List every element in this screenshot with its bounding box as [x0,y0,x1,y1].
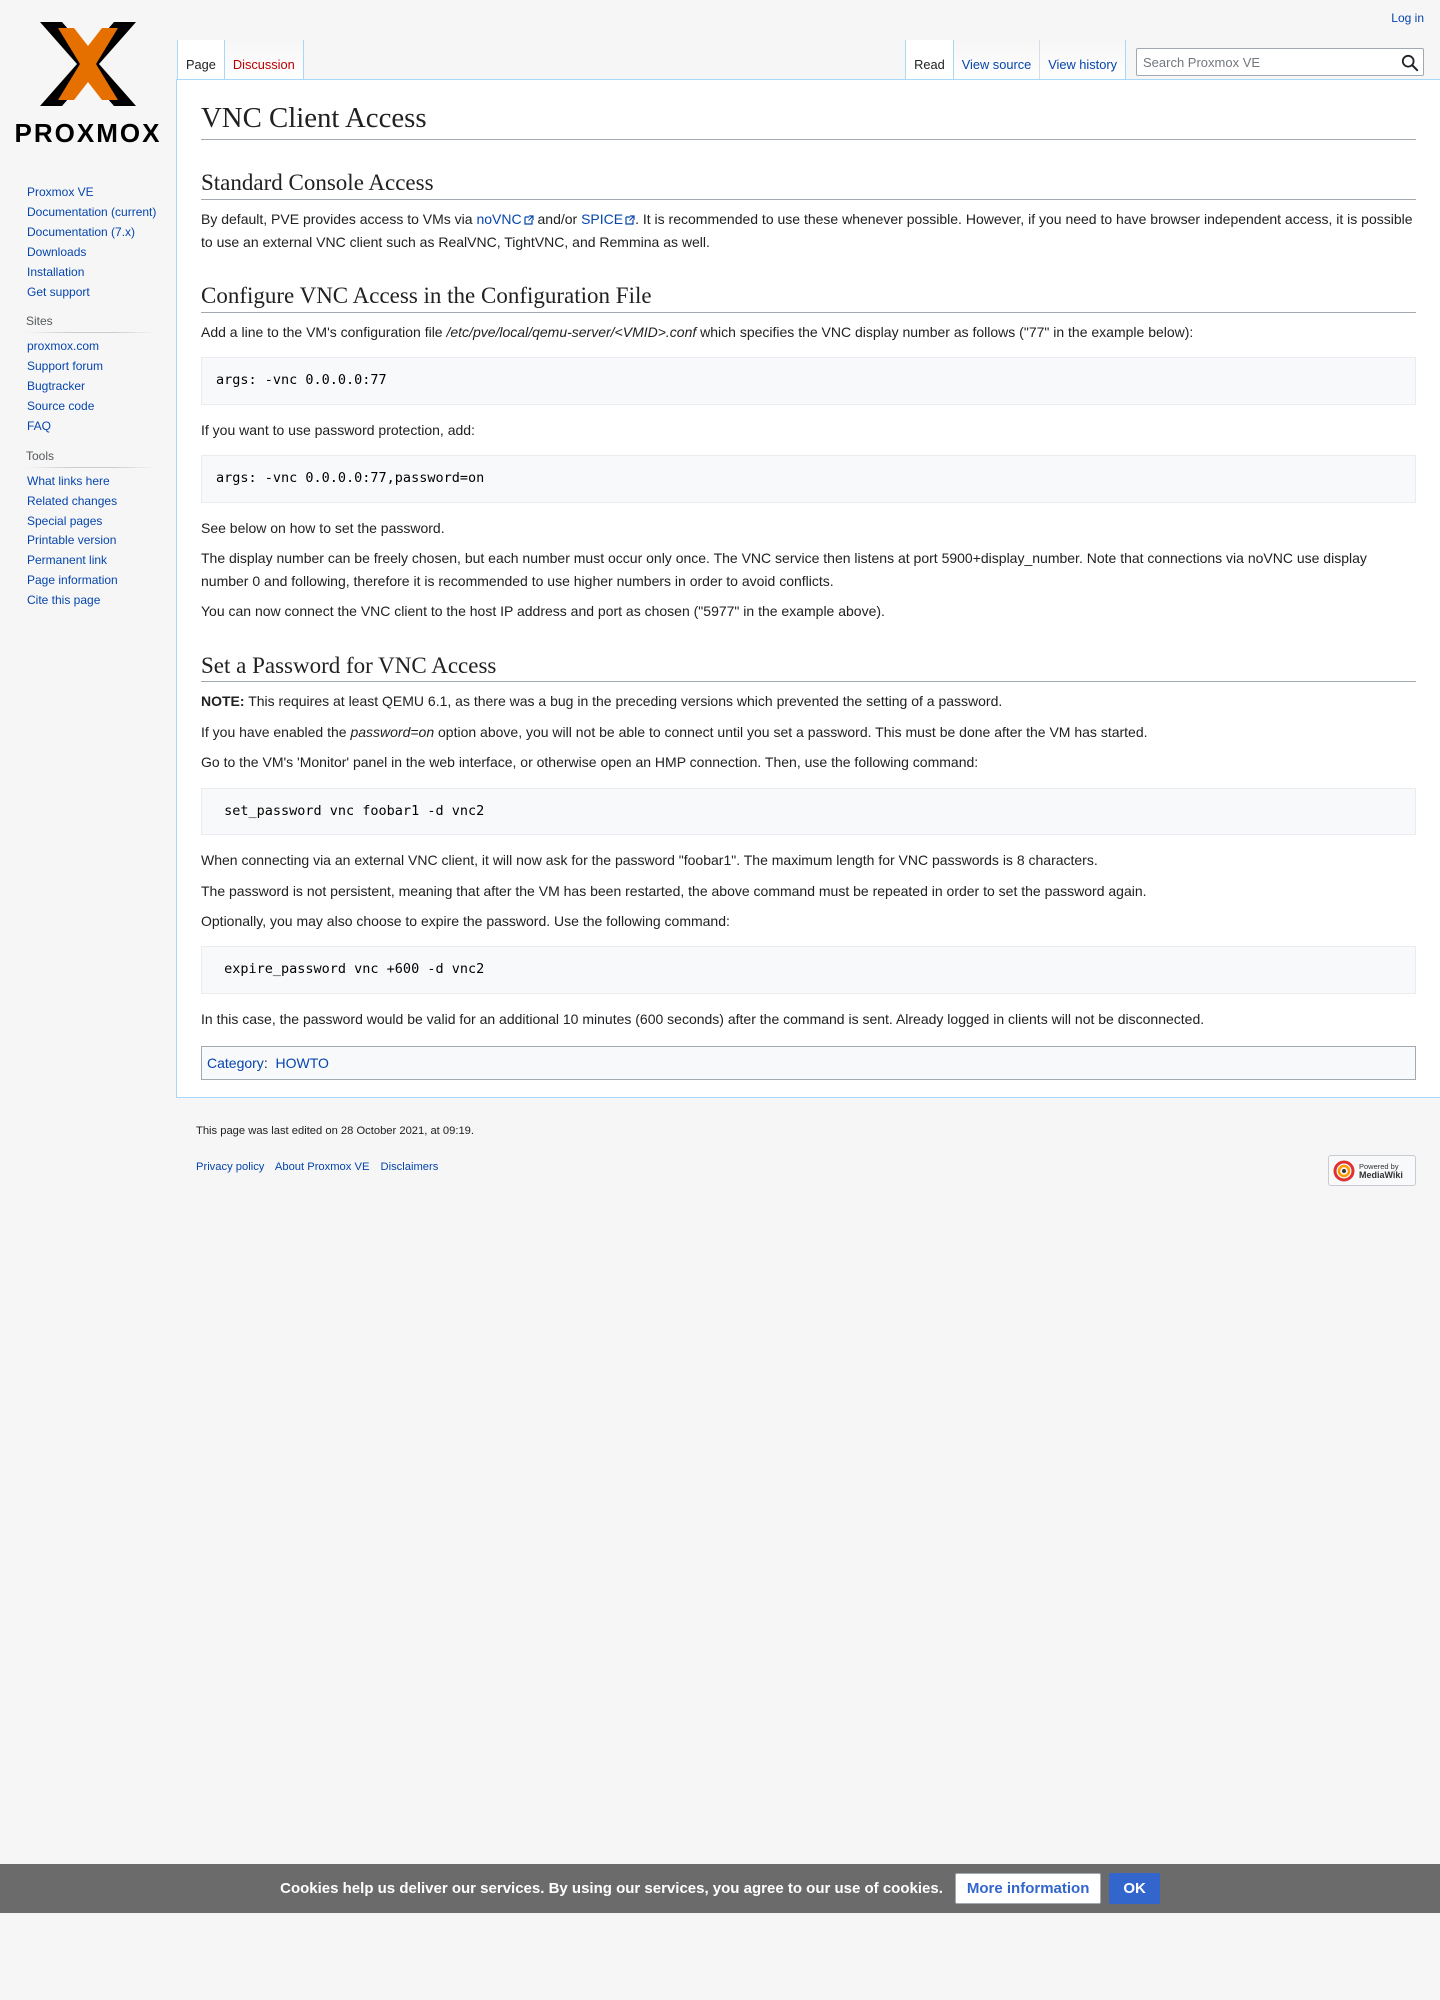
paragraph: Optionally, you may also choose to expire the password. Use the following command: [201,913,730,930]
namespace-tabs [177,40,304,80]
sidebar-item-documentation-7x[interactable]: Documentation (7.x) [27,224,136,239]
paragraph: You can now connect the VNC client to the host IP address and port as chosen ("5977" in the example above). [201,603,885,620]
sidebar-item-faq[interactable]: FAQ [27,418,52,433]
sidebar-item-permanent-link[interactable]: Permanent link [27,553,108,568]
privacy-policy-link[interactable]: Privacy policy [196,1161,265,1173]
paragraph: The password is not persistent, meaning that after the VM has been restarted, the above command must be repeated in order to set the password again. [201,882,1147,899]
sidebar-item-bugtracker[interactable]: Bugtracker [27,379,86,394]
cookie-message: Cookies help us deliver our services. By using our services, you agree to our use of cookies. [280,1880,943,1897]
sidebar-item-installation[interactable]: Installation [27,264,85,279]
novnc-link[interactable]: noVNC [476,211,522,228]
sidebar-item-downloads[interactable]: Downloads [27,244,87,259]
sidebar-item-cite-this-page[interactable]: Cite this page [27,593,101,608]
section-heading-configure-vnc: Configure VNC Access in the Configuration File [201,281,1416,313]
more-information-button[interactable]: More information [955,1873,1102,1904]
search-input[interactable] [1137,49,1387,75]
proxmox-x-icon [0,0,176,160]
logo-text: PROXMOX [14,118,162,148]
category-label-link[interactable]: Category [207,1055,264,1072]
search-icon[interactable] [1401,54,1419,72]
sidebar-item-support-forum[interactable]: Support forum [27,359,104,374]
tab-view-source[interactable]: View source [954,40,1040,80]
sidebar-item-documentation-current[interactable]: Documentation (current) [27,205,157,220]
about-link[interactable]: About Proxmox VE [274,1161,370,1173]
external-link-icon [625,215,635,225]
sidebar-item-source-code[interactable]: Source code [27,399,95,414]
tab-page[interactable]: Page [177,40,225,80]
paragraph: NOTE: This requires at least QEMU 6.1, as there was a bug in the preceding versions which prevented the setting of a password. [201,693,1003,710]
sidebar-sites [27,314,176,436]
note-label: NOTE: [201,693,245,710]
paragraph: When connecting via an external VNC client, it will now ask for the password "foobar1". The maximum length for VNC passwords is 8 characters. [201,852,1098,869]
login-link[interactable]: Log in [1391,11,1424,25]
powered-line2: MediaWiki [1359,1169,1403,1180]
personal-tools [1391,11,1424,25]
powered-by-mediawiki-badge[interactable] [1328,1155,1416,1186]
ok-button[interactable]: OK [1109,1873,1160,1904]
footer-links [196,1161,1420,1173]
sidebar-item-printable-version[interactable]: Printable version [27,533,117,548]
sites-heading: Sites [26,314,156,333]
section-heading-standard-console: Standard Console Access [201,168,1416,200]
config-path: /etc/pve/local/qemu-server/<VMID>.conf [446,324,697,341]
sidebar-item-related-changes[interactable]: Related changes [27,493,118,508]
sidebar-item-proxmox-ve[interactable]: Proxmox VE [27,185,94,200]
code-block: args: -vnc 0.0.0.0:77,password=on [201,455,1416,503]
sidebar-item-page-information[interactable]: Page information [27,573,118,588]
tab-discussion[interactable]: Discussion [225,40,304,80]
paragraph: In this case, the password would be valid for an additional 10 minutes (600 seconds) after the command is sent. Already logged in clients will not be disconnected. [201,1010,1205,1027]
sidebar-item-get-support[interactable]: Get support [27,284,90,299]
disclaimers-link[interactable]: Disclaimers [380,1161,439,1173]
external-link-icon [524,215,534,225]
section-heading-set-password: Set a Password for VNC Access [201,651,1416,683]
paragraph: If you want to use password protection, add: [201,421,475,438]
paragraph: If you have enabled the password=on option above, you will not be able to connect until you set a password. This must be done after the VM has started. [201,723,1148,740]
code-block: expire_password vnc +600 -d vnc2 [201,946,1416,994]
sidebar-item-what-links-here[interactable]: What links here [27,473,110,488]
view-tabs [905,40,1126,80]
spice-link[interactable]: SPICE [581,211,624,228]
category-howto-link[interactable]: HOWTO [275,1055,329,1072]
tab-view-history[interactable]: View history [1040,40,1126,80]
paragraph: The display number can be freely chosen, but each number must occur only once. The VNC service then listens at port 5900+display_number. Note that connections via noVNC use display number 0 and following, therefore it is recommended to use higher numbers in order to avoid conflicts. [201,550,1367,589]
proxmox-logo[interactable] [0,0,176,160]
sidebar-item-special-pages[interactable]: Special pages [27,513,103,528]
page-title: VNC Client Access [201,100,1416,140]
main-content [176,79,1440,1098]
code-block: set_password vnc foobar1 -d vnc2 [201,788,1416,836]
sidebar-item-proxmox-com[interactable]: proxmox.com [27,339,100,354]
code-block: args: -vnc 0.0.0.0:77 [201,357,1416,405]
tools-heading: Tools [26,449,156,468]
cookie-banner [0,1864,1440,1913]
sidebar-tools [27,449,176,611]
footer [196,1125,1420,1180]
sidebar-navigation [27,183,176,302]
paragraph: By default, PVE provides access to VMs via noVNC and/or SPICE . It is recommended to use these whenever possible. However, if you need to have browser independent access, it is possible to use an external VNC client such as RealVNC, TightVNC, and Remmina as well. [201,211,1413,250]
sidebar [0,183,176,623]
mediawiki-flower-icon [1333,1160,1355,1182]
paragraph: Go to the VM's 'Monitor' panel in the web interface, or otherwise open an HMP connection. Then, use the following command: [201,754,979,771]
powered-line1: Powered by [1359,1161,1399,1171]
paragraph: See below on how to set the password. [201,519,445,536]
category-links: Category: HOWTO [201,1046,1416,1080]
paragraph: Add a line to the VM's configuration file /etc/pve/local/qemu-server/<VMID>.conf which specifies the VNC display number as follows ("77" in the example below): [201,324,1194,341]
tab-read[interactable]: Read [905,40,954,80]
last-edited: This page was last edited on 28 October 2021, at 09:19. [196,1125,475,1137]
search-box [1136,48,1424,76]
